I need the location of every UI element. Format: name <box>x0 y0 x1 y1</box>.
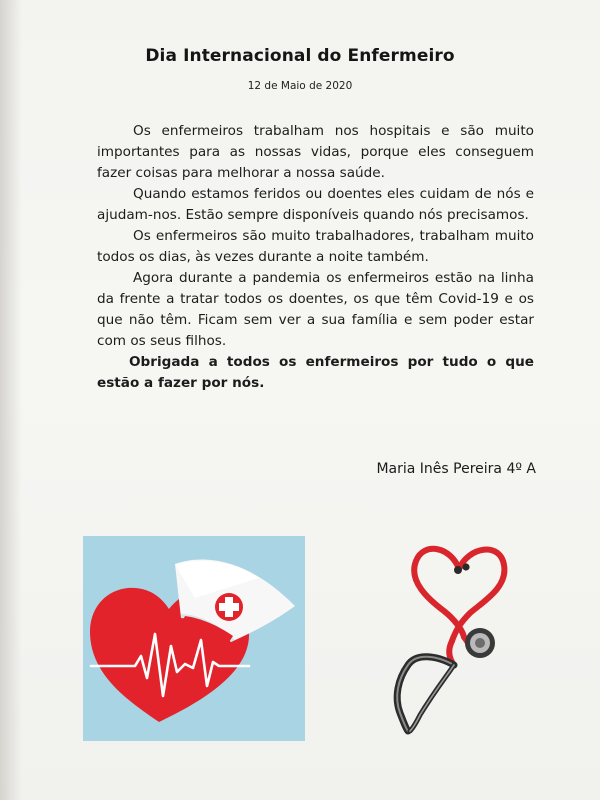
page-edge-shadow <box>0 0 22 800</box>
document-date: 12 de Maio de 2020 <box>247 80 353 92</box>
page-title: Dia Internacional do Enfermeiro <box>145 46 455 66</box>
letter-body <box>97 121 534 394</box>
nurse-cap-heart-icon <box>83 536 305 741</box>
stethoscope-tube-heart <box>414 549 464 637</box>
signature: Maria Inês Pereira 4º A <box>376 461 536 477</box>
paragraph-3: Os enfermeiros são muito trabalhadores, trabalham muito todos os dias, às vezes durante a noite também. <box>97 228 534 265</box>
paragraph-2: Quando estamos feridos ou doentes eles cuidam de nós e ajudam-nos. Estão sempre disponíveis quando nós precisamos. <box>97 186 534 223</box>
closing-thanks: Obrigada a todos os enfermeiros por tudo o que estão a fazer por nós. <box>97 354 534 391</box>
paragraph-1: Os enfermeiros trabalham nos hospitais e são muito importantes para as nossas vidas, porque eles conseguem fazer coisas para melhorar a nossa saúde. <box>97 123 534 181</box>
stethoscope-heart-icon <box>376 537 526 747</box>
paragraph-4: Agora durante a pandemia os enfermeiros estão na linha da frente a tratar todos os doentes, os que têm Covid-19 e os que não têm. Ficam sem ver a sua família e sem poder estar com os seus filhos. <box>97 270 534 349</box>
